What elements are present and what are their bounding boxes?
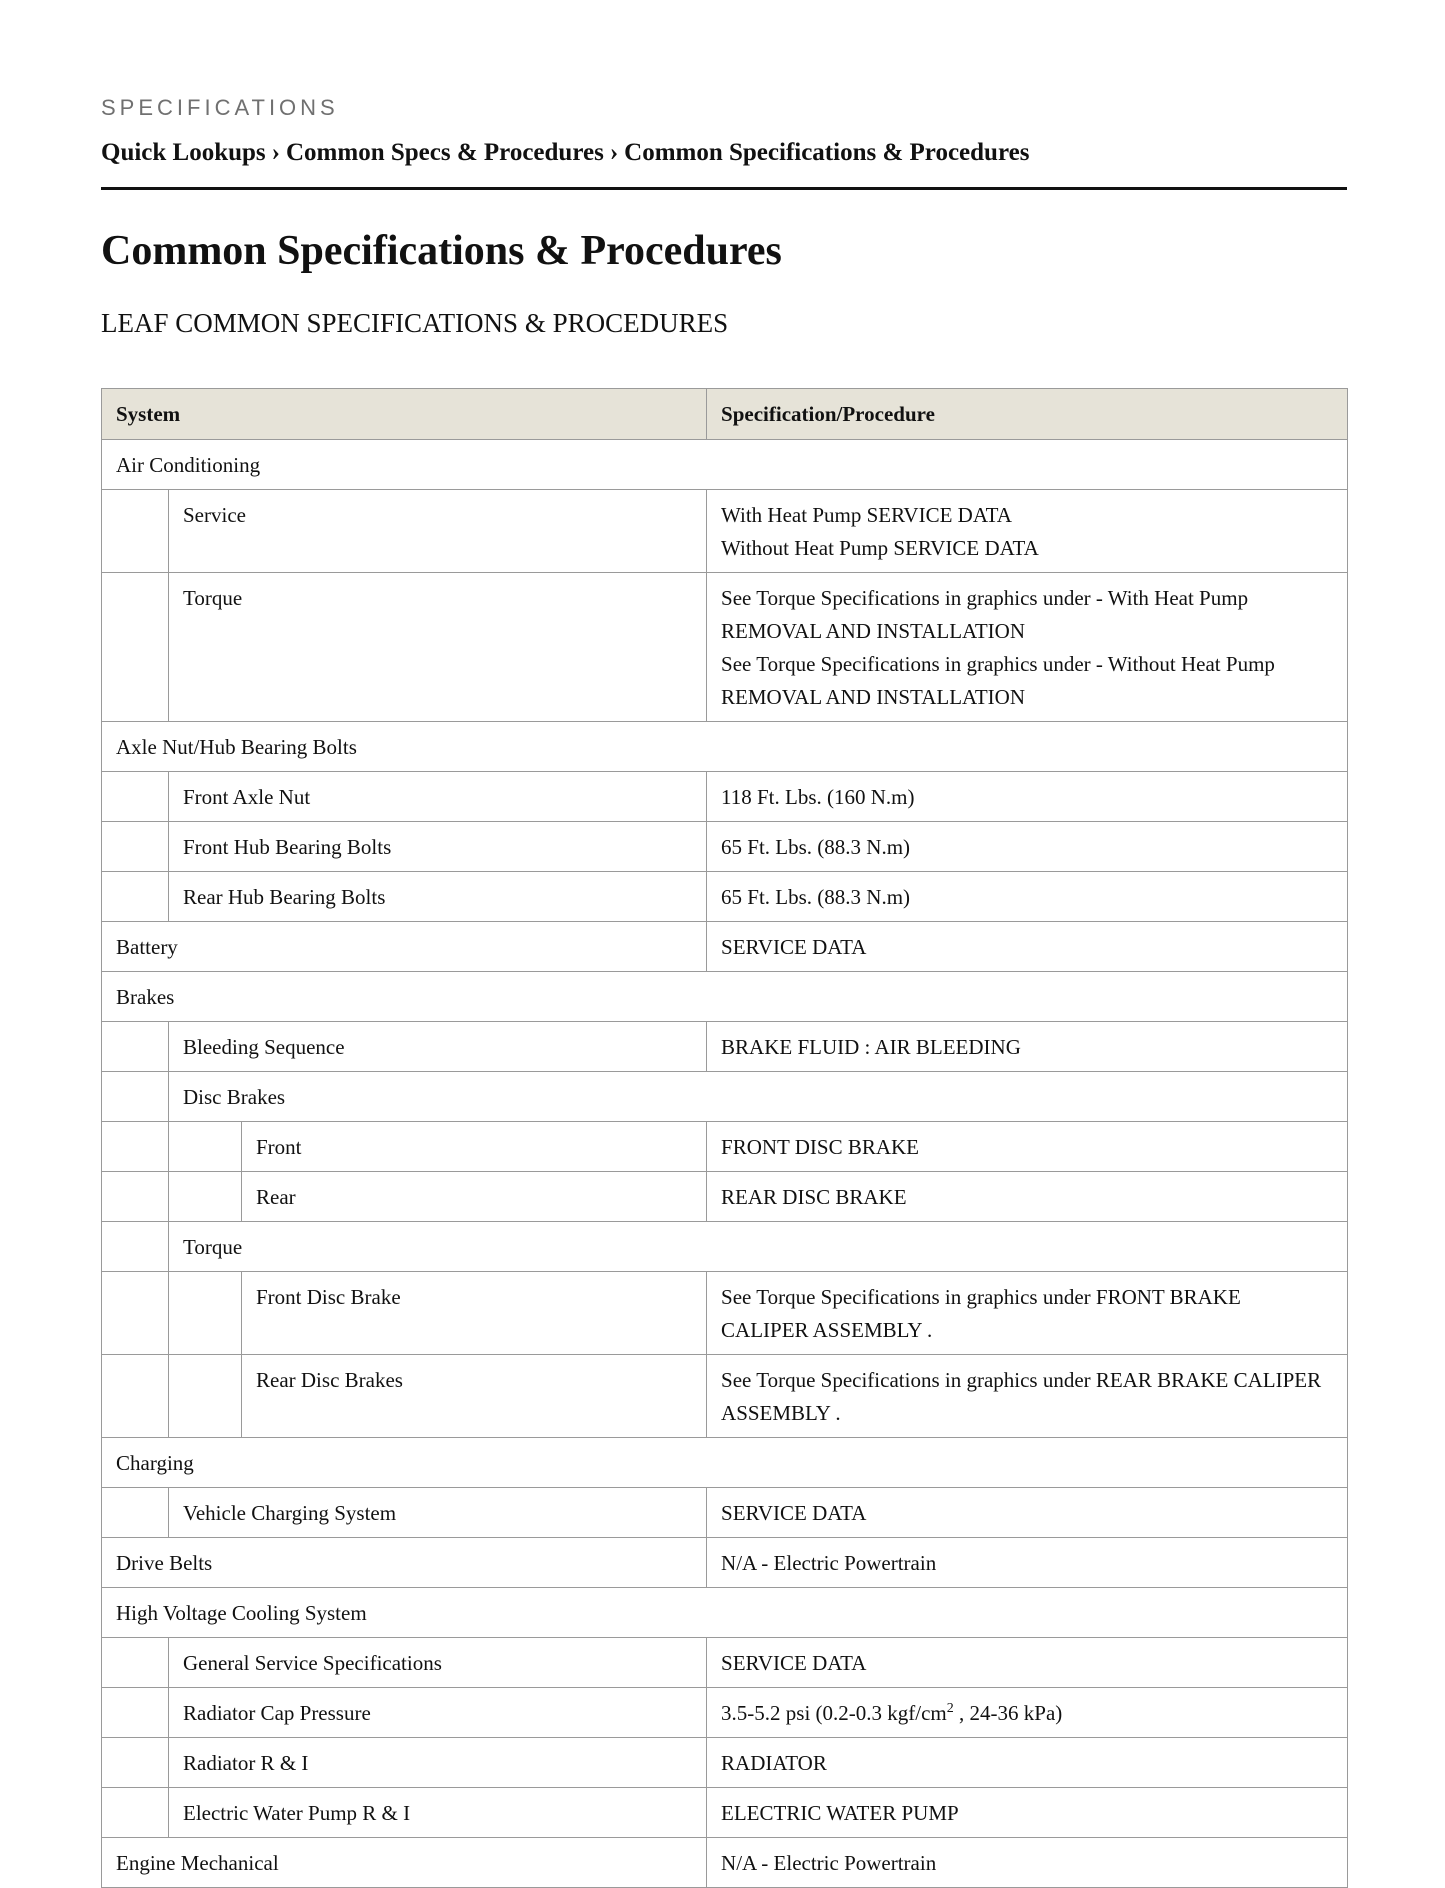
system-cell: Torque — [169, 1222, 1348, 1272]
table-row — [102, 1022, 1348, 1072]
header-divider — [101, 187, 1347, 190]
spec-line: See Torque Specifications in graphics under - With Heat Pump — [721, 586, 1249, 610]
system-cell: Front Disc Brake — [242, 1272, 707, 1355]
spec-line: With Heat Pump SERVICE DATA — [721, 503, 1012, 527]
table-header-row — [102, 389, 1348, 440]
specifications-table — [101, 388, 1348, 1888]
spec-line: N/A - Electric Powertrain — [721, 1851, 937, 1875]
column-header-system: System — [102, 389, 707, 440]
system-cell: Radiator Cap Pressure — [169, 1688, 707, 1738]
indent-cell — [102, 1488, 169, 1538]
specification-cell — [707, 1488, 1348, 1538]
indent-cell — [102, 1222, 169, 1272]
specification-cell — [707, 872, 1348, 922]
table-row — [102, 1122, 1348, 1172]
spec-line: 65 Ft. Lbs. (88.3 N.m) — [721, 835, 911, 859]
system-cell: Front — [242, 1122, 707, 1172]
indent-cell — [102, 573, 169, 722]
table-row — [102, 1272, 1348, 1355]
system-cell: Rear Disc Brakes — [242, 1355, 707, 1438]
table-row — [102, 822, 1348, 872]
section-eyebrow: SPECIFICATIONS — [101, 95, 339, 120]
specification-cell — [707, 1172, 1348, 1222]
specification-cell — [707, 1788, 1348, 1838]
breadcrumb-separator: › — [271, 139, 280, 166]
specification-cell — [707, 1838, 1348, 1888]
spec-line: N/A - Electric Powertrain — [721, 1551, 937, 1575]
table-row — [102, 1172, 1348, 1222]
spec-line: REMOVAL AND INSTALLATION — [721, 619, 1026, 643]
specification-cell — [707, 1688, 1348, 1738]
system-cell: Vehicle Charging System — [169, 1488, 707, 1538]
system-cell: Brakes — [102, 972, 1348, 1022]
spec-line: SERVICE DATA — [721, 1501, 867, 1525]
specification-cell — [707, 1738, 1348, 1788]
spec-line: 118 Ft. Lbs. (160 N.m) — [721, 785, 915, 809]
column-header-specification: Specification/Procedure — [707, 389, 1348, 440]
spec-text: , 24-36 kPa) — [953, 1701, 1063, 1725]
system-cell: Service — [169, 490, 707, 573]
indent-cell — [102, 1688, 169, 1738]
system-cell: Rear — [242, 1172, 707, 1222]
spec-line: ASSEMBLY . — [721, 1401, 841, 1425]
spec-line: SERVICE DATA — [721, 935, 867, 959]
spec-line: See Torque Specifications in graphics under FRONT BRAKE — [721, 1285, 1241, 1309]
spec-line: REMOVAL AND INSTALLATION — [721, 685, 1026, 709]
table-row — [102, 1688, 1348, 1738]
indent-cell — [102, 1738, 169, 1788]
indent-cell — [102, 1638, 169, 1688]
indent-cell — [102, 1355, 169, 1438]
indent-cell — [102, 1272, 169, 1355]
indent-cell — [102, 1788, 169, 1838]
spec-line: See Torque Specifications in graphics under REAR BRAKE CALIPER — [721, 1368, 1322, 1392]
spec-line: RADIATOR — [721, 1751, 827, 1775]
table-row — [102, 722, 1348, 772]
spec-line: BRAKE FLUID : AIR BLEEDING — [721, 1035, 1021, 1059]
system-cell: Charging — [102, 1438, 1348, 1488]
table-row — [102, 1538, 1348, 1588]
system-cell: Disc Brakes — [169, 1072, 1348, 1122]
specification-cell — [707, 1122, 1348, 1172]
table-row — [102, 772, 1348, 822]
table-row — [102, 440, 1348, 490]
table-row — [102, 1072, 1348, 1122]
system-cell: General Service Specifications — [169, 1638, 707, 1688]
system-cell: Front Axle Nut — [169, 772, 707, 822]
specification-cell — [707, 573, 1348, 722]
indent-cell — [169, 1122, 242, 1172]
spec-line: 65 Ft. Lbs. (88.3 N.m) — [721, 885, 911, 909]
spec-line: See Torque Specifications in graphics under - Without Heat Pump — [721, 652, 1275, 676]
specification-cell — [707, 1638, 1348, 1688]
table-row — [102, 490, 1348, 573]
indent-cell — [102, 1172, 169, 1222]
table-row — [102, 1788, 1348, 1838]
spec-line: CALIPER ASSEMBLY . — [721, 1318, 933, 1342]
breadcrumb-item-common-specs[interactable]: Common Specs & Procedures — [286, 139, 604, 166]
system-cell: Engine Mechanical — [102, 1838, 707, 1888]
indent-cell — [102, 872, 169, 922]
indent-cell — [169, 1272, 242, 1355]
specification-cell — [707, 1538, 1348, 1588]
spec-text: 3.5-5.2 psi (0.2-0.3 kgf/cm — [721, 1701, 947, 1725]
table-body — [102, 440, 1348, 1888]
breadcrumb — [101, 138, 1029, 168]
table-row — [102, 1588, 1348, 1638]
indent-cell — [102, 822, 169, 872]
system-cell: High Voltage Cooling System — [102, 1588, 1348, 1638]
breadcrumb-separator: › — [609, 139, 619, 166]
table-row — [102, 972, 1348, 1022]
system-cell: Drive Belts — [102, 1538, 707, 1588]
indent-cell — [169, 1172, 242, 1222]
specification-cell — [707, 1272, 1348, 1355]
table-row — [102, 1838, 1348, 1888]
specification-cell — [707, 1355, 1348, 1438]
table-row — [102, 1638, 1348, 1688]
table-row — [102, 1488, 1348, 1538]
system-cell: Torque — [169, 573, 707, 722]
system-cell: Bleeding Sequence — [169, 1022, 707, 1072]
system-cell: Rear Hub Bearing Bolts — [169, 872, 707, 922]
indent-cell — [102, 1022, 169, 1072]
table-row — [102, 573, 1348, 722]
page-title: Common Specifications & Procedures — [101, 228, 782, 274]
specification-cell — [707, 772, 1348, 822]
system-cell: Axle Nut/Hub Bearing Bolts — [102, 722, 1348, 772]
table-row — [102, 1222, 1348, 1272]
table-row — [102, 1355, 1348, 1438]
table-row — [102, 1438, 1348, 1488]
indent-cell — [102, 1122, 169, 1172]
spec-line: REAR DISC BRAKE — [721, 1185, 907, 1209]
system-cell: Battery — [102, 922, 707, 972]
specification-cell — [707, 1022, 1348, 1072]
system-cell: Air Conditioning — [102, 440, 1348, 490]
table-row — [102, 1738, 1348, 1788]
table-row — [102, 922, 1348, 972]
specification-cell — [707, 922, 1348, 972]
breadcrumb-item-quick-lookups[interactable]: Quick Lookups — [101, 139, 266, 166]
indent-cell — [102, 1072, 169, 1122]
spec-line: Without Heat Pump SERVICE DATA — [721, 536, 1039, 560]
page-subtitle: LEAF COMMON SPECIFICATIONS & PROCEDURES — [101, 308, 729, 338]
system-cell: Electric Water Pump R & I — [169, 1788, 707, 1838]
spec-line: FRONT DISC BRAKE — [721, 1135, 920, 1159]
superscript: 2 — [946, 1701, 954, 1716]
indent-cell — [102, 490, 169, 573]
spec-line: ELECTRIC WATER PUMP — [721, 1801, 959, 1825]
spec-line: SERVICE DATA — [721, 1651, 867, 1675]
system-cell: Front Hub Bearing Bolts — [169, 822, 707, 872]
system-cell: Radiator R & I — [169, 1738, 707, 1788]
specification-cell — [707, 822, 1348, 872]
specification-cell — [707, 490, 1348, 573]
breadcrumb-item-current: Common Specifications & Procedures — [624, 139, 1030, 166]
indent-cell — [169, 1355, 242, 1438]
table-row — [102, 872, 1348, 922]
indent-cell — [102, 772, 169, 822]
